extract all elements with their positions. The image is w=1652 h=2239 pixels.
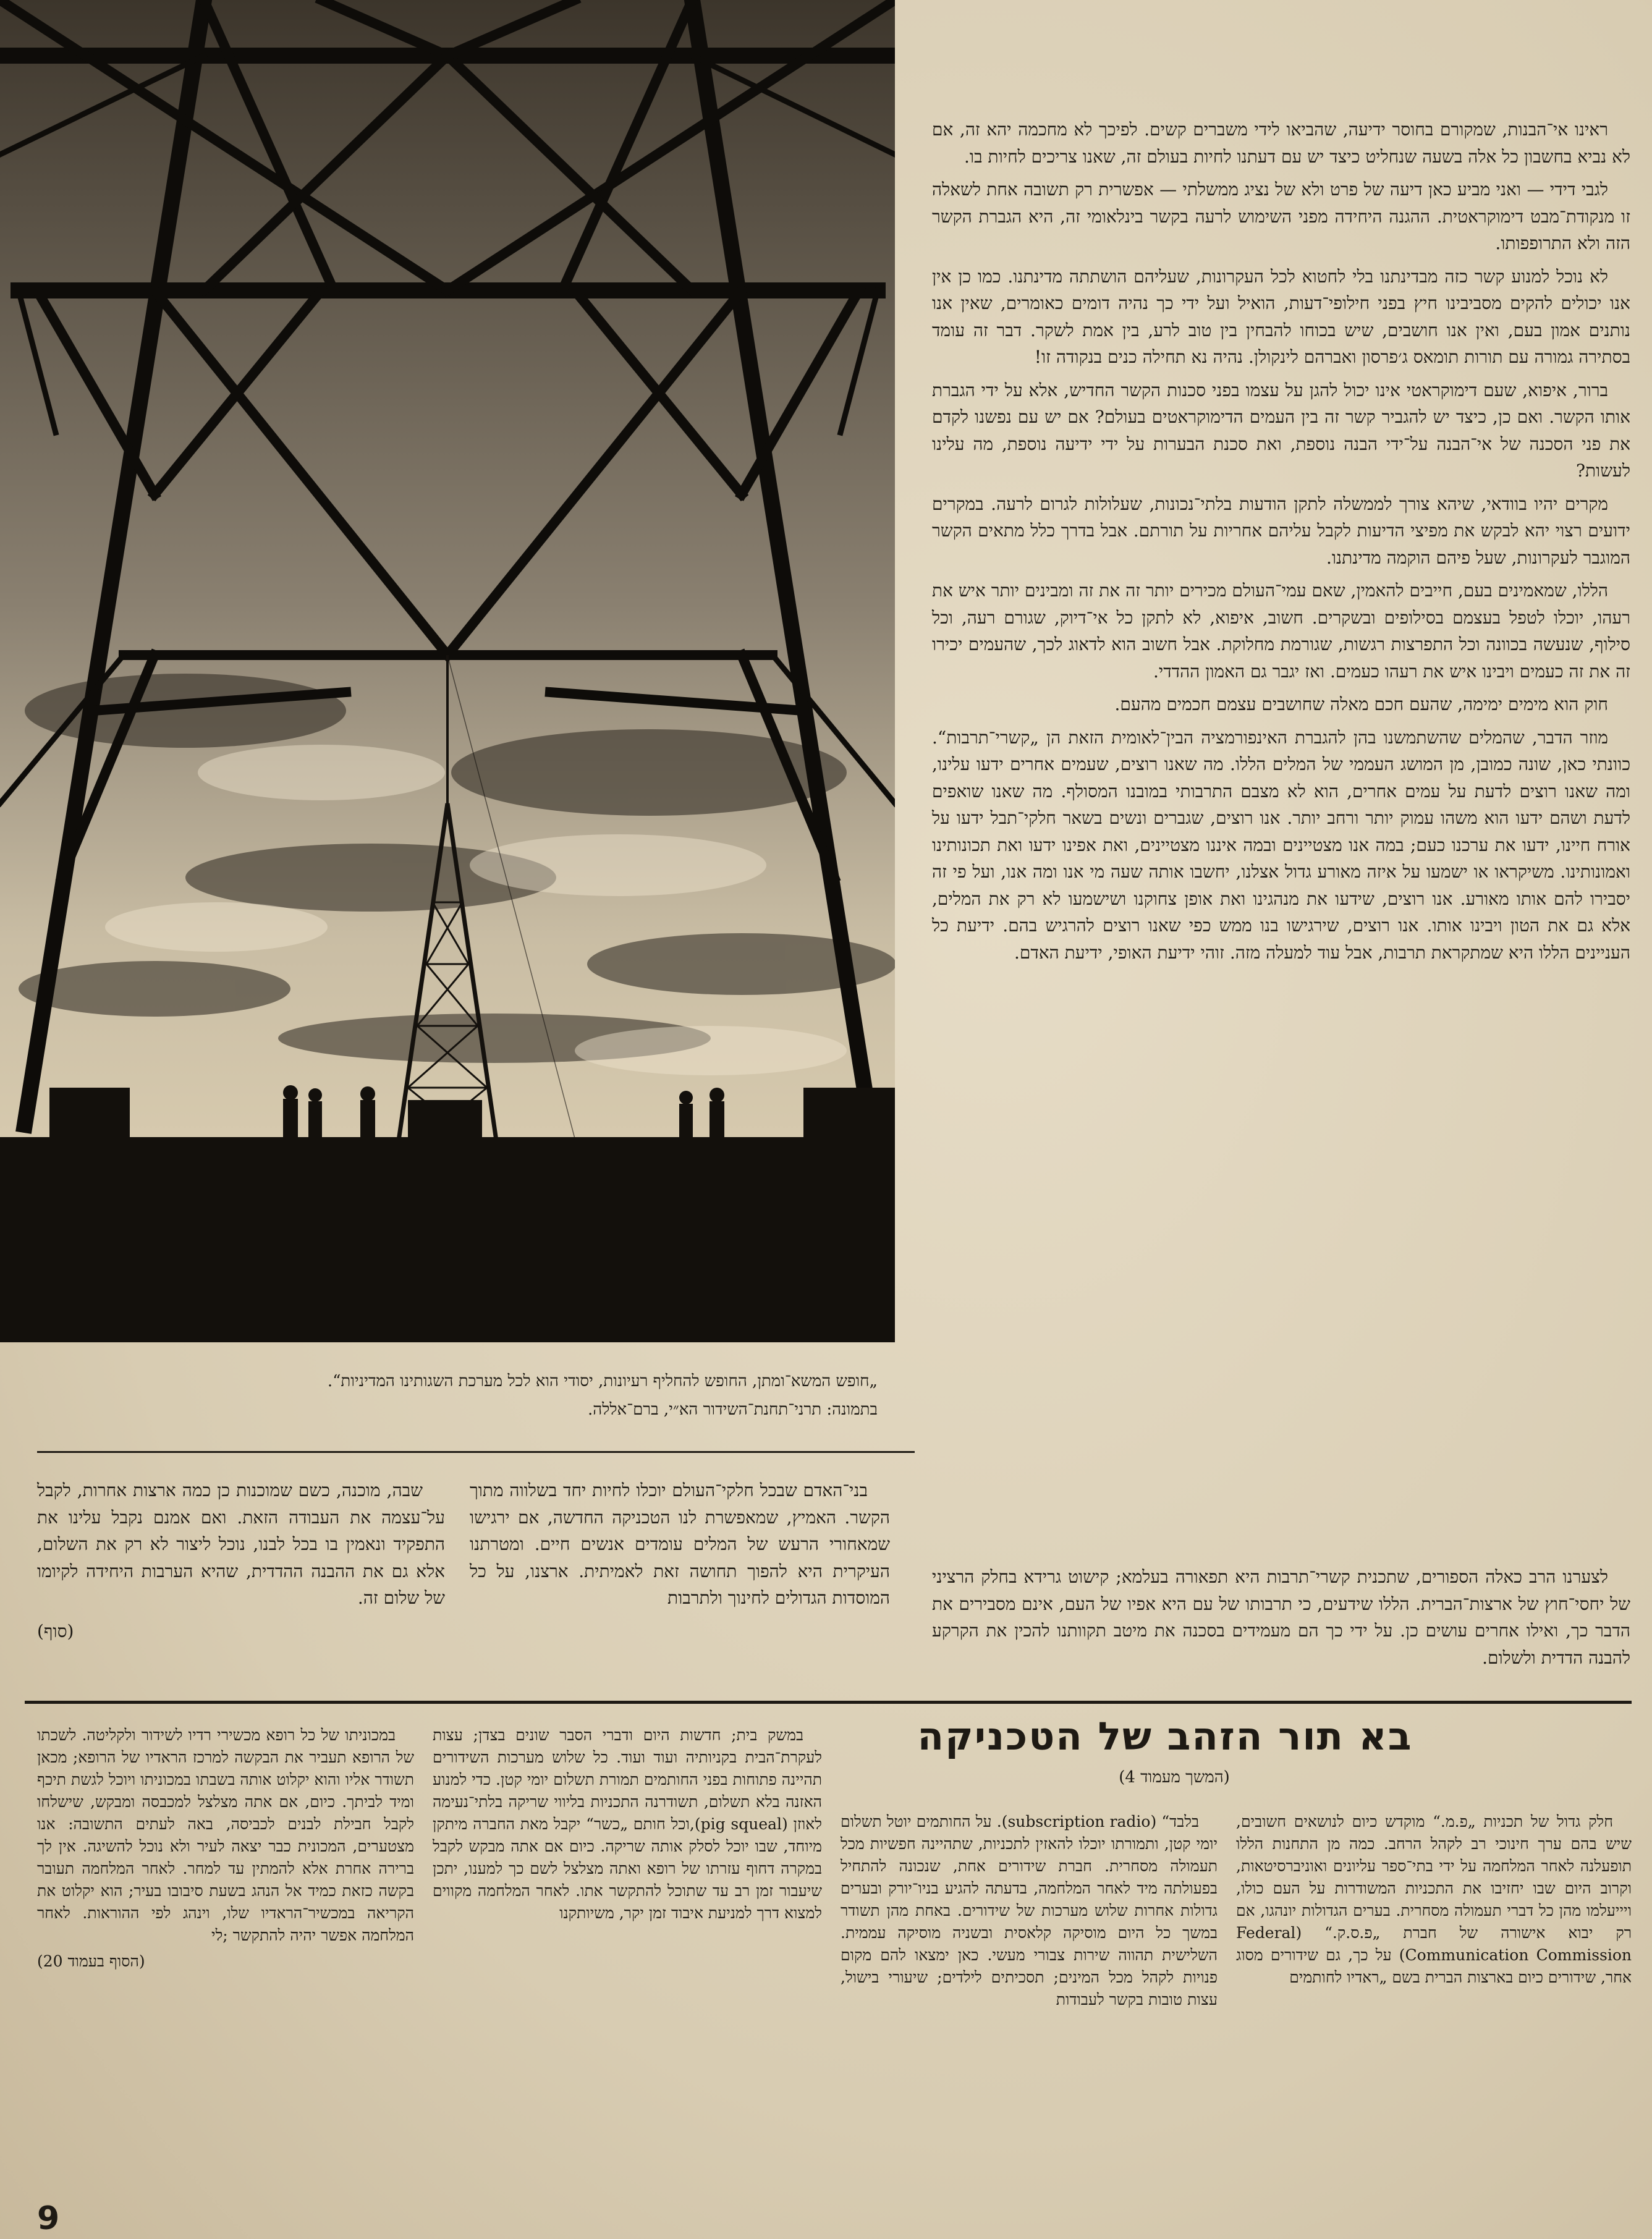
section-separator	[25, 1701, 1632, 1704]
tower-illustration	[0, 0, 895, 1342]
caption-quote: „חופש המשא־ומתן, החופש להחליף רעיונות, יסודי הוא לכל מערכת השגותינו המדיניות“.	[327, 1372, 878, 1390]
technique-column-1	[1236, 1811, 1632, 1992]
article-column-middle	[470, 1477, 890, 1618]
caption-credit: בתמונה: תרני־תחנת־השידור הא״י, ברם־אללה.	[587, 1400, 878, 1419]
photo-caption	[25, 1367, 878, 1424]
article-column-right	[932, 116, 1630, 972]
column-divider	[37, 1451, 915, 1453]
page-number: 9	[37, 2200, 60, 2237]
article-headline: בא תור הזהב של הטכניקה	[917, 1714, 1413, 1759]
article-paragraph: חוק הוא מימים ימימה, שהעם חכם מאלה שחושבים עצמם חכמים מהעם.	[1114, 694, 1608, 714]
article-paragraph: בלבד“ (subscription radio). על החותמים יוטל תשלום יומי קטן, ותמורתו יוכלו להאזין לתכניות, שתהיינה חפשיות מכל תעמולה מסחרית. חברת שידורים אחת, שנכונה להתחיל בפעולתה מיד לאחר המלחמה, בדעתה להגיע בניו־יורק ובערים גדולות אחרות שלוש מערכות של שידורים. באחת מהן תשודר במשך כל היום מוסיקה קלאסית ובשניה מוסיקה עממית. השלישית תהווה שירות צבורי מעשי. כאן ימצאו להם מקום פנויות לקהל מכל המינים; תסכיתים לילדים; שיעורי בישול, עצות טובות בקשר לעבודות	[841, 1813, 1218, 2008]
article-paragraph: לא נוכל למנוע קשר כזה מבדינתנו בלי לחטוא לכל העקרונות, שעליהם הושתתה מדינתנו. כמו כן אין אנו יכולים להקים מסביבינו חיץ בפני חילופי־דעות, הואיל ועל ידי כך נהיה דומים כאומרים, שאין אנו נותנים אמון בעם, ואין אנו חושבים, שיש בכוחו להבחין בין טוב לרע, בין אמת לשקר. דבר זה עומד בסתירה גמורה עם תורות תומאס ג׳פרסון ואברהם לינקולן. נהיה נא תחילה כנים בנקודה זו!	[932, 266, 1630, 367]
article-paragraph: לגבי דידי — ואני מביע כאן דיעה של פרט ולא של נציג ממשלתי — אפשרית רק תשובה אחת לשאלה זו מנקודת־מבט דימוקראטית. ההגנה היחידה מפני השימוש לרעה בקשר בינלאומי זה, היא הגברת הקשר הזה ולא התרופפותו.	[932, 179, 1630, 253]
article-paragraph: חלק גדול של תכניות „פ.מ.“ מוקדש כיום לנושאים חשובים, שיש בהם ערך חינוכי רב לקהל הרחב. כמה מן התחנות הללו תופעלנה לאחר המלחמה על ידי בתי־ספר עליונים ואוניברסיטאות, וקרוב היום שבו יחזיבו את התכניות המשודרות על העם כולו, ויייעלמו מהן כל דברי תעמולה מסחרית. בערים הגדולות יונהגו, אם רק יבוא אישורה של חברת „פ.ס.ק.“ (Federal Communication Commission) על כך, גם שידורים מסוג אחר, שידורים כיום בארצות הברית בשם „ראדיו לחותמים	[1236, 1813, 1632, 1986]
article-paragraph: שבה, מוכנה, כשם שמוכנות כן כמה ארצות אחרות, לקבל על־עצמה את העבודה הזאת. ואם אמנם נקבל עלינו את התפקיד ונאמין בו בכל לבנו, נוכל ליצור לא רק את השלום, אלא גם את ההבנה ההדדית, שהיא הערבות היחידה לקיומו של שלום זה.	[37, 1480, 445, 1608]
article-column-right-lower	[932, 1564, 1630, 1677]
technique-column-4	[37, 1724, 414, 1976]
article-paragraph: במכוניתו של כל רופא מכשירי רדיו לשידור ולקליטה. לשכתו של הרופא תעביר את הבקשה למרכז הראדיו של הרופא; מכאן תשודר אליו והוא יקלוט אותה בשבתו במכוניתו ויוכל לגשת תיכף ומיד לביתך. כיום, אם אתה מצלצל למכבסה ומבקש, שישלחו לקבל חבילת לבנים לכביסה, באה לעתים התשובה: אנו מצטערים, המכונית כבר יצאה לעיר ולא נוכל להשיגה. אין לך ברירה אחרת אלא להמתין עד למחר. לאחר המלחמה תעובר בקשה כזאת כמיד אל הנהג בשעת סיבובו בעיר; הוא יקלוט את הקריאה במכשיר־הראדיו שלו, וינהג לפי ההוראות. לאחר המלחמה אפשר יהיה להתקשר ;לי	[37, 1726, 414, 1944]
continued-from-note: (המשך מעמוד 4)	[1119, 1768, 1230, 1787]
continued-on-note: (הסוף בעמוד 20)	[37, 1952, 145, 1970]
article-column-left	[37, 1477, 445, 1651]
article-paragraph: ראינו אי־הבנות, שמקורם בחוסר ידיעה, שהביאו לידי משברים קשים. לפיכך לא מחכמה יהא זה, אם לא נביא בחשבון כל אלה בשעה שנחליט כיצד יש עם דעתנו לחיות בעולם זה, שאנו צריכים לחיות בו.	[932, 119, 1630, 167]
article-end-mark: (סוף)	[37, 1620, 74, 1641]
technique-column-3	[433, 1724, 822, 1928]
article-paragraph: לצערנו הרב כאלה הספורים, שתכנית קשרי־תרבות היא תפאורה בעלמא; קישוט גרידא בחלק הרציני של יחסי־חוץ של ארצות־הברית. הללו שידעים, כי תרבותו של עם היא אפיו של העם, אינם מסבירים את הדבר כך, ואילו אחרים עושים כן. על ידי כך הם מעמידים בסכנה את מיטב תקוותנו להכין את הקרקע להבנה הדדית ולשלום.	[932, 1567, 1630, 1668]
radio-tower-photo	[0, 0, 895, 1342]
technique-column-2	[841, 1811, 1218, 2015]
article-paragraph: מקרים יהיו בוודאי, שיהא צורך לממשלה לתקן הודעות בלתי־נכונות, שעלולות לגרום לרעה. במקרים ידועים רצוי יהא לבקש את מפיצי הדיעות לקבל עליהם אחריות על תורתם. אבל בדרך כלל מתאים הקשר המוגבר לעקרונות, שעל פיהם הוקמה מדינתנו.	[932, 493, 1630, 568]
article-paragraph: ברור, איפוא, שעם דימוקראטי אינו יכול להגן על עצמו בפני סכנות הקשר החדיש, אלא על ידי הגברת אותו הקשר. ואם כן, כיצד יש להגביר קשר זה בין העמים הדימוקראטים בעולם? אם יש עם נפשנו לקדם את פני הסכנה של אי־הבנה על־ידי הבנה נוספת, ואת סכנת הבערות על ידי ידיעה נוספת, מה עלינו לעשות?	[932, 379, 1630, 481]
article-paragraph: הללו, שמאמינים בעם, חייבים להאמין, שאם עמי־העולם מכירים יותר זה את זה ומבינים יותר איש את רעהו, יוכלו לטפל בעצמם בסילופים ובשקרים. חשוב, איפוא, לא לתקן כל אי־דיוק, שגורם רעה, וכל סילוף, שנעשה בכוונה וכל התפרצות רגשות, שגורמת מחלוקת. אבל חשוב הוא לדאוג לכך, שהעמים יכירו זה את זה כעמים ויבינו איש את רעהו כעמים. ואז יגבר גם האמון ההדדי.	[932, 580, 1630, 682]
article-paragraph: בני־האדם שבכל חלקי־העולם יוכלו לחיות יחד בשלווה מתוך הקשר. האמיץ, שמאפשרת לנו הטכניקה החדשה, אם ירגישו שמאחורי הרעש של המלים עומדים אנשים חיים. ומטרתנו העיקרית היא להפוך תחושה זאת לאמיתית. ארצנו, על כל המוסדות הגדולים לחינוך ולתרבות	[470, 1480, 890, 1608]
article-paragraph: במשק בית; חדשות היום ודברי הסבר שונים בצדן; עצות לעקרת־הבית בקניותיה ועוד ועוד. כל שלוש מערכות השידורים תהיינה פתוחות בפני החותמים תמורת תשלום יומי קטן. כדי למנוע האזנה בלא תשלום, תשודרנה התכניות בליווי שריקה בלתי־נעימה לאוזן (pig squeal),וכל חותם „כשר“ יקבל מאת החברה מיתקן מיוחד, שבו יוכל לסלק אותה שריקה. כיום אם אתה מבקש לקבל במקרה דחוף עזרתו של רופא ואתה מצלצל לשם כך למענו, יתכן שיעבור זמן רב עד שתוכל להתקשר אתו. לאחר המלחמה מקווים למצוא דרך למניעת איבוד זמן יקר, משיותקנו	[433, 1726, 822, 1922]
article-paragraph: מוזר הדבר, שהמלים שהשתמשנו בהן להגברת האינפורמציה הבין־לאומית הזאת הן „קשרי־תרבות“. כוונתי כאן, שונה כמובן, מן המושג העממי של המלים הללו. מה שאנו רוצים, שעמים אחרים ידעו עלינו, ומה שאנו רוצים לדעת על עמים אחרים, הוא לא מצבם התרבותי במובנו המסולף. מה שאנו שואפים לדעת ושהם ידעו הוא משהו עמוק יותר ורחב יותר. אנו רוצים, שגברים ונשים בשאר חלקי־תבל ידעו על אורח חיינו, ידעו את ערכנו כעם; במה אנו מצטיינים ובמה איננו מצטיינים, ואת אפינו ידעו ואת תכונותינו ואמונותינו. משיקראו או ישמעו על איזה מאורע גדול אצלנו, יחשבו אותה שעה מי אנו ומה אנו, ועל פי זה יסבירו להם אותו מאורע. אנו רוצים, שידעו את מנהגינו ואת אופן צחוקנו ושישמעו לא רק את המלים, אלא גם את הטון ויבינו אותו. אנו רוצים, שירגישו בנו ממש כפי שאנו רוצים להרגיש בהם. ידיעת כל העניינים הללו היא שמתקראת תרבות, אבל עוד למעלה מזה. זוהי ידיעת האופי, ידיעת האדם.	[932, 727, 1630, 963]
